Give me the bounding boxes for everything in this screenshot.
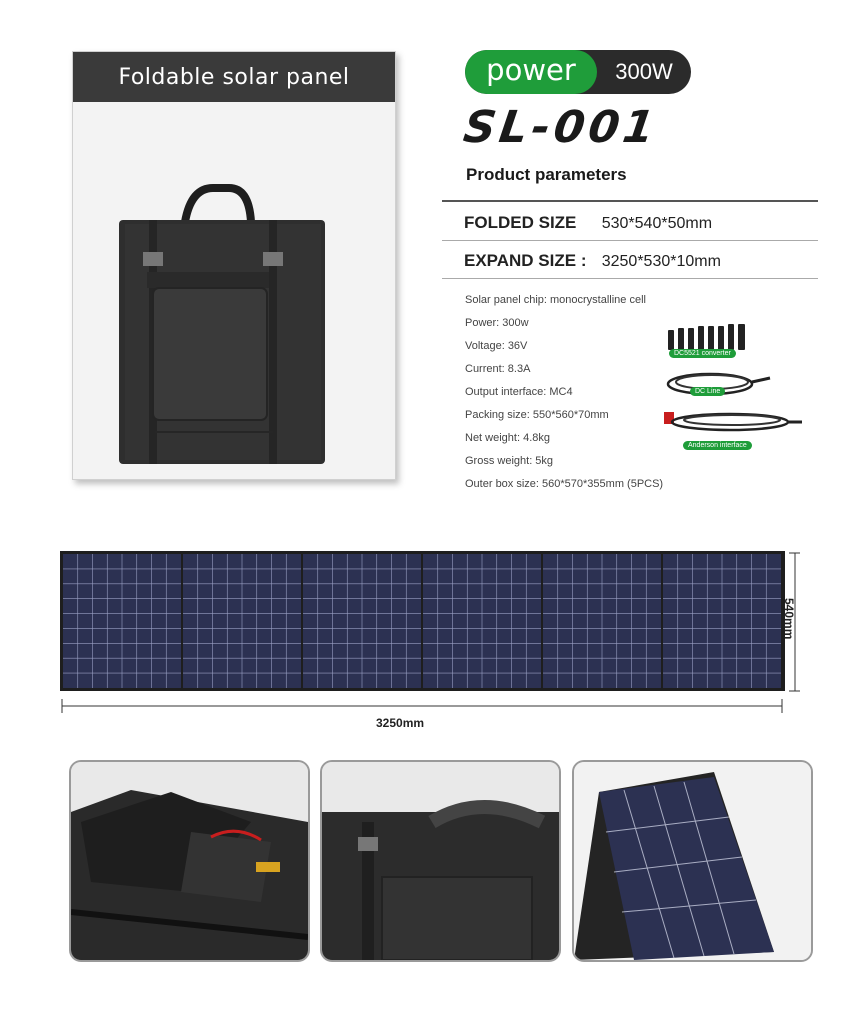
product-card-title: Foldable solar panel: [73, 52, 395, 102]
divider: [442, 240, 818, 241]
model-number: SL-001: [460, 102, 662, 153]
spec-item: Outer box size: 560*570*355mm (5PCS): [465, 478, 664, 490]
folded-bag-image: [73, 102, 395, 479]
accessory-label: DC Line: [690, 387, 725, 396]
folded-size-label: FOLDED SIZE: [464, 213, 577, 232]
height-dimension-label: 540mm: [782, 598, 796, 640]
spec-item: Net weight: 4.8kg: [465, 432, 550, 444]
detail-photo-pocket: [69, 760, 310, 962]
detail-photo-handle: [320, 760, 561, 962]
spec-list: [465, 292, 663, 499]
accessories-image: [660, 318, 810, 458]
expand-size-value: 3250*530*10mm: [601, 253, 721, 270]
accessory-label: Anderson interface: [683, 441, 752, 450]
expand-size-row: [464, 251, 721, 271]
spec-item: Power: 300w: [465, 317, 529, 329]
params-title: Product parameters: [466, 165, 627, 184]
divider: [442, 278, 818, 279]
power-badge: [465, 50, 691, 94]
detail-photo-standing-panel: [572, 760, 813, 962]
spec-item: Packing size: 550*560*70mm: [465, 409, 609, 421]
accessory-label: DC5521 converter: [669, 349, 736, 358]
product-card: [72, 51, 396, 480]
folded-size-value: 530*540*50mm: [601, 215, 713, 232]
spec-item: Gross weight: 5kg: [465, 455, 554, 467]
width-dimension-label: 3250mm: [376, 716, 425, 730]
expand-size-label: EXPAND SIZE :: [464, 251, 587, 270]
wattage-label: 300W: [615, 59, 673, 84]
power-label: power: [465, 50, 597, 94]
folded-size-row: [464, 213, 712, 233]
divider: [442, 200, 818, 202]
spec-item: Voltage: 36V: [465, 340, 528, 352]
spec-item: Solar panel chip: monocrystalline cell: [465, 294, 646, 306]
expanded-panel-image: [55, 545, 800, 715]
spec-item: Current: 8.3A: [465, 363, 531, 375]
spec-item: Output interface: MC4: [465, 386, 573, 398]
